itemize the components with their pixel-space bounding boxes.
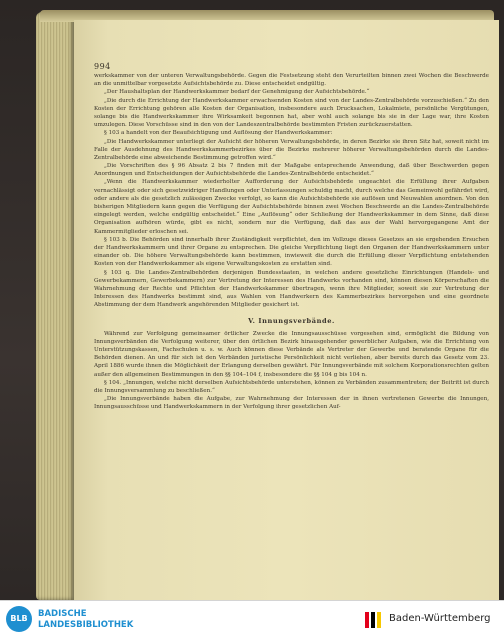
paragraph: „Wenn die Handwerkskammer wiederholter Aufforderung der Aufsichtsbehörde ungeachtet die Erfüllung ihrer Aufgaben vernachlässigt oder sich gesetzwidriger Handlungen oder Unterlassungen schuldig macht, durch welche das Gemeinwohl gefährdet wird, oder andere als die gesetzlich zulässigen Zwecke verfolgt, so kann die Aufsichtsbehörde sie auflösen und Neuwahlen anordnen. Von den bisherigen Mitgliedern kann gegen die Verfügung der Aufsichtsbehörde binnen zwei Wochen Beschwerde an die Landes-Zentralbehörde eingelegt werden, welche endgültig entscheidet.“ Eine „Auflösung“ oder Schließung der Handwerkskammer in dem Sinne, daß diese Organisation aufhören würde, gibt es nicht, sondern nur die Verfügung, daß das aus der Wahl hervorgegangene Amt der Kammermitglieder erloschen sei. [94,179,489,235]
paragraph: „Die Handwerkskammer unterliegt der Aufsicht der höheren Verwaltungsbehörde, in deren Bezirke sie ihren Sitz hat, soweit nicht im Falle der Ausdehnung des Handwerkskammerbezirkes über die Bezirke mehrerer höherer Verwaltungsbehörden durch die Landes-Zentralbehörde eine abweichende Bestimmung getroffen wird.“ [94,138,489,161]
paragraph: Während zur Verfolgung gemeinsamer örtlicher Zwecke die Innungsausschüsse vorgesehen sind, ermöglicht die Bildung von Innungsverbänden die Verfolgung weiterer, über den örtlichen Bezirk hinausgehender gewerblicher Aufgaben, wie die Errichtung von Unterstützungskassen, Fachschulen u. s. w. Auch können diese Verbände als Vertreter der Gewerbe und beratende Organe für die Behörden dienen. An und für sich ist den Verbänden juristische Persönlichkeit nicht verliehen, aber bereits durch das Gesetz vom 23. April 1886 wurde ihnen die Möglichkeit der Erlangung derselben gewährt. Für Innungsverbände mit solchem Korporationsrechten gelten außer den allgemeinen Bestimmungen in den §§ 104–104 f, insbesondere die §§ 104 g bis 104 n. [94,330,489,378]
library-name-line2: LANDESBIBLIOTHEK [38,620,134,630]
baden-wuerttemberg-logo-icon[interactable] [364,610,384,630]
paragraph: „Der Haushaltsplan der Handwerkskammer bedarf der Genehmigung der Aufsichtsbehörde.“ [104,89,370,96]
viewer-footer [0,600,504,638]
paragraph: § 103 a handelt von der Beaufsichtigung und Auflösung der Handwerkskammer: [104,130,333,137]
library-name[interactable] [38,609,133,631]
page-number: 994 [94,62,111,71]
section-heading: V. Innungsverbände. [248,317,335,326]
paragraph: werkskammer von der unteren Verwaltungsbehörde. Gegen die Festsetzung steht den Verurteilten binnen zwei Wochen die Beschwerde an die unmittelbar vorgesetzte Aufsichtsbehörde zu. Diese entscheidet endgültig. [94,73,489,88]
library-name-line1: BADISCHE [38,609,87,619]
paragraph: § 103 q. Die Landes-Zentralbehörden derjenigen Bundesstaaten, in welchen andere gesetzliche Einrichtungen (Handels- und Gewerbekammern, Gewerbekammern) zur Vertretung der Interessen des Handwerks vorhanden sind, können diesen Körperschaften die Wahrnehmung der Rechte und Pflichten der Handwerkskammer übertragen, wenn ihre Mitglieder, soweit sie zur Vertretung der Interessen des Handwerks bestimmt sind, aus Wahlen von Handwerkern des Kammerbezirkes hervorgehen und eine geordnete Abstimmung der dem Handwerk angehörenden Mitglieder gesichert ist. [94,269,489,309]
page-body-text [94,72,489,412]
paragraph: „Die Vorschriften des § 96 Absatz 2 bis 7 finden mit der Maßgabe entsprechende Anwendung, daß über Beschwerden gegen Anordnungen und Entscheidungen der Aufsichtsbehörde die Landes-Zentralbehörde entscheidet.“ [94,163,489,178]
paragraph: § 103 b. Die Behörden sind innerhalb ihrer Zuständigkeit verpflichtet, den im Vollzuge dieses Gesetzes an sie ergehenden Ersuchen der Handwerkskammern und ihrer Organe zu entsprechen. Die gleiche Verpflichtung liegt den Organen der Handwerkskammern unter einander ob. Die höhere Verwaltungsbehörde kann bestimmen, inwieweit die durch die Erfüllung dieser Verpflichtung entstehenden Kosten von der Handwerkskammer als eigene Verwaltungskosten zu erstatten sind. [94,236,489,268]
paragraph: „Die Innungsverbände haben die Aufgabe, zur Wahrnehmung der Interessen der in ihnen vertretenen Gewerbe die Innungen, Innungsausschüsse und Handwerkskammern in der Verfolgung ihrer gesetzlichen Auf- [94,396,489,411]
paragraph: § 104. „Innungen, welche nicht derselben Aufsichtsbehörde unterstehen, können zu Verbänden zusammentreten; der Beitritt ist durch die Innungsversammlung zu beschließen.“ [94,379,489,394]
state-name[interactable]: Baden-Württemberg [389,613,491,624]
book-page-edges [36,12,74,600]
book-page [74,20,499,602]
paragraph: „Die durch die Errichtung der Handwerkskammer erwachsenden Kosten sind von der Landes-Zentralbehörde vorzuschießen.“ Zu den Kosten der Errichtung gehören alle Kosten der Organisation, insbesondere auch Drucksachen, Lokalmiete, persönliche Vergütungen, solange bis die Handwerkskammer ihre Wirksamkeit begonnen hat, aber wohl auch solange bis sie in der Lage war, ihre Kosten umzulegen. Diese Vorschüsse sind in den von der Landeszentralbehörde bestimmten Fristen zurückzuerstatten. [94,97,489,129]
blb-logo-icon[interactable]: BLB [6,606,32,632]
